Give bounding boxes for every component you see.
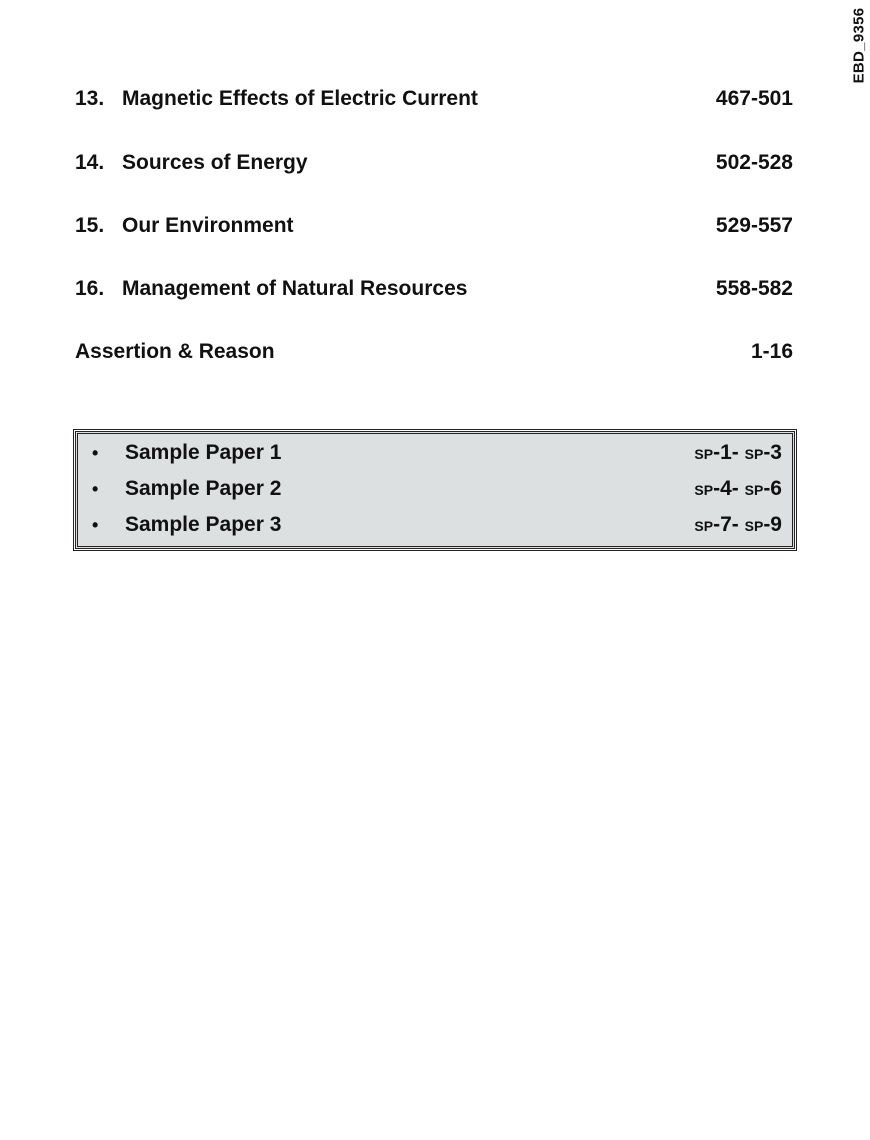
sample-paper-entry[interactable]	[92, 510, 782, 540]
toc-entry[interactable]	[75, 148, 793, 178]
section-pages: 1-16	[750, 340, 793, 363]
toc-entry[interactable]	[75, 84, 793, 114]
document-code-text: EBD_9356	[850, 7, 868, 83]
chapter-number: 16.	[75, 277, 105, 300]
toc-entry[interactable]	[75, 274, 793, 304]
bullet-icon: •	[92, 478, 99, 499]
section-title: Assertion & Reason	[75, 340, 275, 363]
chapter-number: 13.	[75, 87, 105, 110]
sample-paper-pages: SP-7- SP-9	[694, 513, 782, 536]
chapter-pages: 558-582	[715, 277, 793, 300]
sample-paper-entry[interactable]	[92, 438, 782, 468]
toc-entry[interactable]	[75, 211, 793, 241]
bullet-icon: •	[92, 442, 99, 463]
chapter-title: Magnetic Effects of Electric Current	[122, 87, 478, 110]
chapter-pages: 502-528	[715, 151, 793, 174]
sample-papers-box	[75, 431, 795, 549]
chapter-pages: 467-501	[715, 87, 793, 110]
sample-paper-pages: SP-4- SP-6	[694, 477, 782, 500]
toc-entry-assertion-reason[interactable]	[75, 337, 793, 367]
sample-paper-entry[interactable]	[92, 474, 782, 504]
chapter-title: Our Environment	[122, 214, 294, 237]
bullet-icon: •	[92, 514, 99, 535]
document-code	[848, 0, 870, 90]
chapter-title: Sources of Energy	[122, 151, 308, 174]
sample-paper-title: Sample Paper 3	[125, 513, 282, 536]
sample-paper-title: Sample Paper 1	[125, 441, 282, 464]
chapter-title: Management of Natural Resources	[122, 277, 468, 300]
chapter-number: 15.	[75, 214, 105, 237]
sample-paper-title: Sample Paper 2	[125, 477, 282, 500]
chapter-pages: 529-557	[715, 214, 793, 237]
chapter-number: 14.	[75, 151, 105, 174]
sample-paper-pages: SP-1- SP-3	[694, 441, 782, 464]
